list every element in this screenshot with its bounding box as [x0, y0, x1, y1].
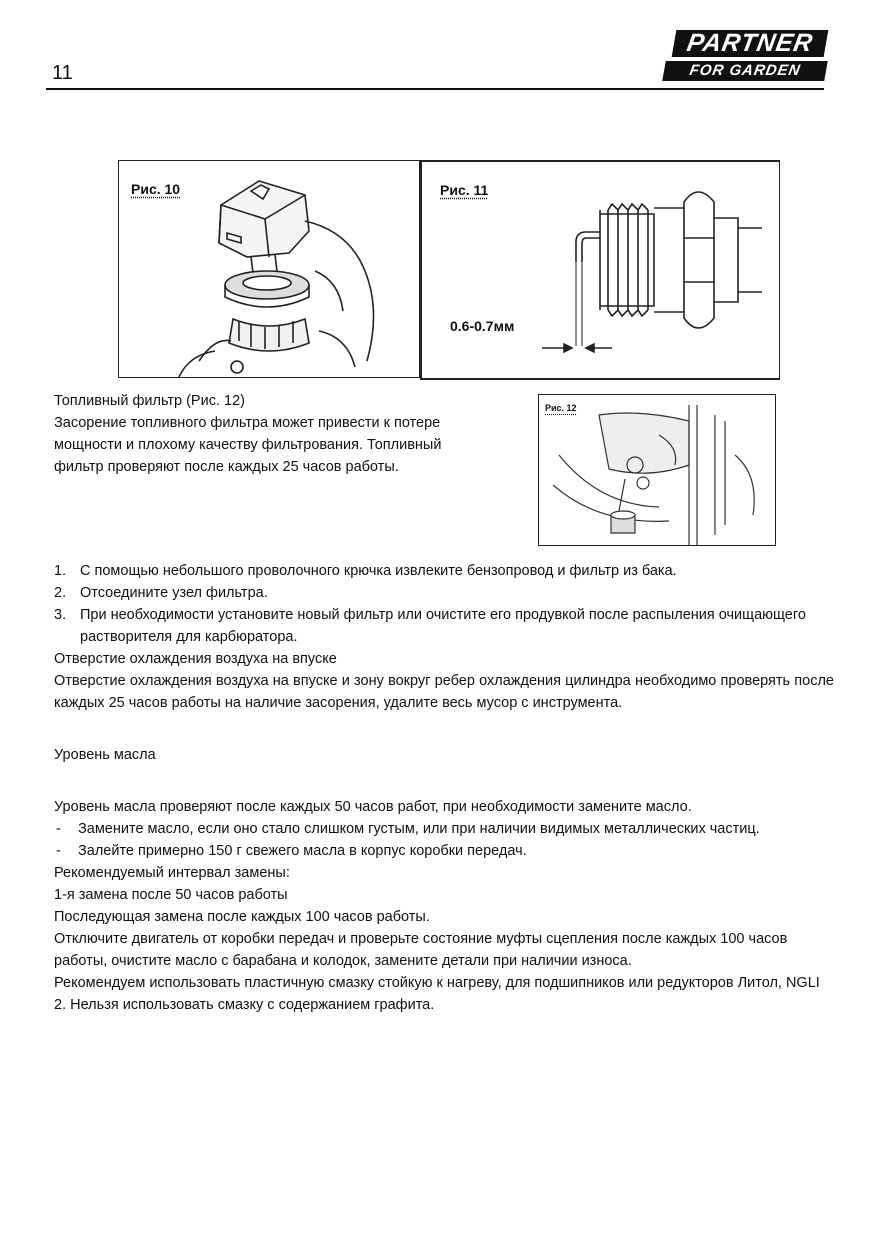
list-text: С помощью небольшого проволочного крючка извлеките бензопровод и фильтр из бака.	[80, 563, 677, 579]
list-item	[54, 582, 834, 604]
figure-11-label: Рис. 11	[440, 182, 489, 198]
air-intake-heading: Отверстие охлаждения воздуха на впуске	[54, 651, 337, 667]
oil-heading: Уровень масла	[54, 747, 156, 763]
figure-11	[420, 160, 780, 380]
first-change: 1-я замена после 50 часов работы	[54, 887, 288, 903]
fuel-filter-heading: Топливный фильтр (Рис. 12)	[54, 393, 245, 409]
list-text: Отсоедините узел фильтра.	[80, 585, 268, 601]
fuel-filter-illustration	[539, 395, 775, 545]
figure-10	[118, 160, 420, 378]
logo-bottom-text: FOR GARDEN	[662, 61, 828, 81]
list-item	[54, 604, 834, 648]
spacer	[54, 766, 834, 796]
figure-10-label: Рис. 10	[131, 181, 181, 197]
logo-top-text: PARTNER	[672, 30, 829, 57]
fuel-filter-section	[54, 390, 494, 478]
figure-12-label: Рис. 12	[545, 403, 577, 413]
list-text: При необходимости установите новый фильтр или очистите его продувкой после распыления очищающего растворителя для карбюратора.	[80, 607, 806, 645]
bullet-mark: -	[56, 821, 61, 837]
spacer	[54, 714, 834, 744]
list-item	[54, 560, 834, 582]
page-number: 11	[52, 62, 73, 84]
list-number: 1.	[54, 563, 67, 579]
header-rule	[46, 88, 824, 90]
bullet-item	[54, 840, 834, 862]
oil-intro: Уровень масла проверяют после каждых 50 часов работ, при необходимости замените масло.	[54, 799, 692, 815]
electrode-gap-label: 0.6-0.7мм	[450, 318, 515, 334]
fuel-filter-text: Засорение топливного фильтра может привести к потере мощности и плохому качеству фильтрования. Топливный фильтр проверяют после каждых 25 часов работы.	[54, 415, 442, 475]
main-text	[54, 560, 834, 1016]
bullet-text: Замените масло, если оно стало слишком густым, или при наличии видимых металлических частиц.	[78, 821, 760, 837]
grease-text: Рекомендуем использовать пластичную смазку стойкую к нагреву, для подшипников или редукторов Литол, NGLI 2. Нельзя использовать смазку с содержанием графита.	[54, 975, 820, 1013]
step-list	[54, 560, 834, 648]
bullet-text: Залейте примерно 150 г свежего масла в корпус коробки передач.	[78, 843, 527, 859]
bullet-mark: -	[56, 843, 61, 859]
interval-title: Рекомендуемый интервал замены:	[54, 865, 290, 881]
list-number: 2.	[54, 585, 67, 601]
next-change: Последующая замена после каждых 100 часов работы.	[54, 909, 430, 925]
brand-logo	[664, 30, 826, 86]
air-intake-text: Отверстие охлаждения воздуха на впуске и зону вокруг ребер охлаждения цилиндра необходимо проверять после каждых 25 часов работы на наличие засорения, удалите весь мусор с инструмента.	[54, 673, 834, 711]
bullet-item	[54, 818, 834, 840]
clutch-text: Отключите двигатель от коробки передач и проверьте состояние муфты сцепления после каждых 100 часов работы, очистите масло с барабана и колодок, замените детали при наличии износа.	[54, 931, 788, 969]
list-number: 3.	[54, 607, 67, 623]
figure-12	[538, 394, 776, 546]
